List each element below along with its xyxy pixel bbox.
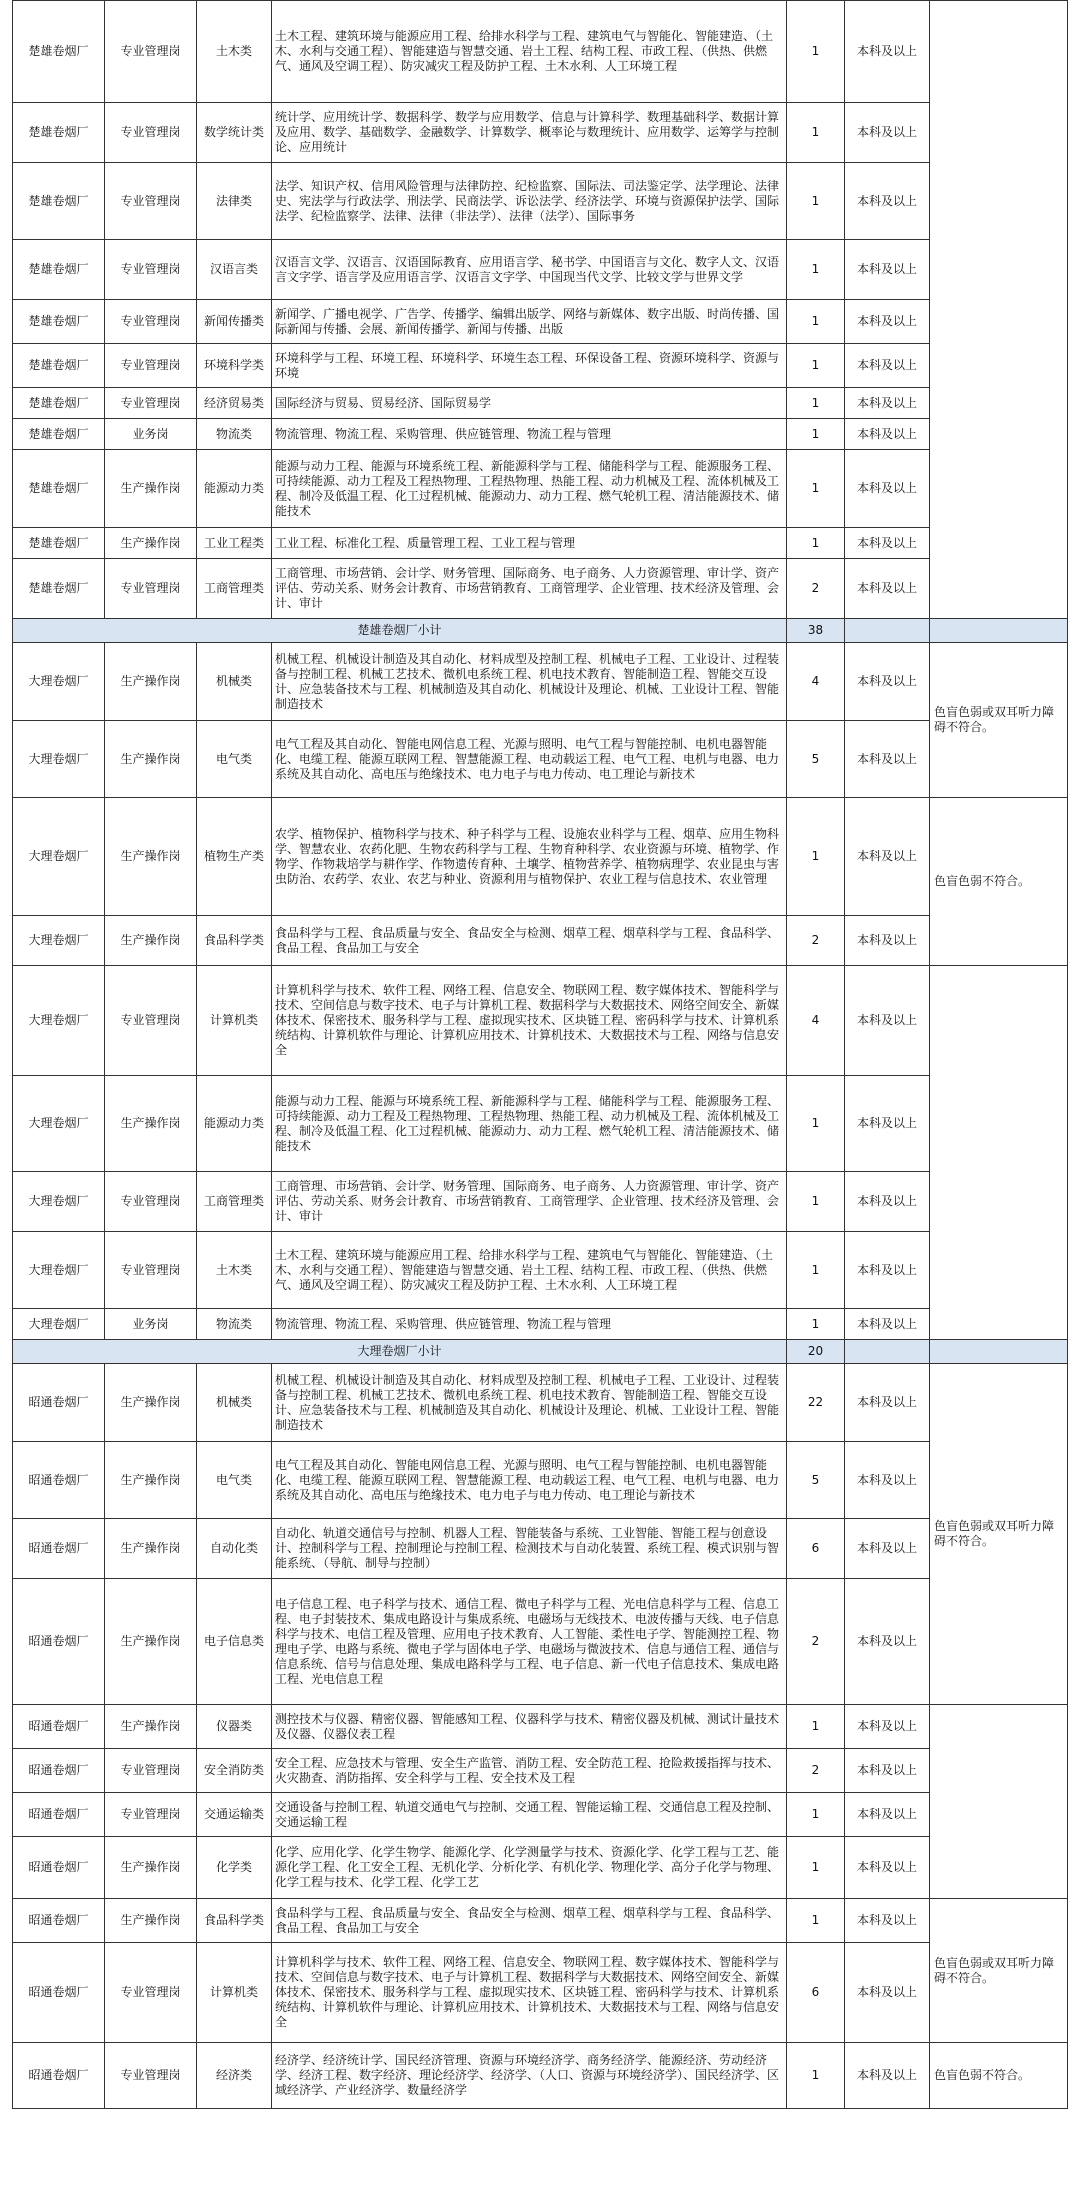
- post-type-cell: 专业管理岗: [105, 1749, 197, 1793]
- post-type-cell: 生产操作岗: [105, 1442, 197, 1519]
- remarks-cell: [930, 1340, 1068, 1364]
- major-list-cell: 食品科学与工程、食品质量与安全、食品安全与检测、烟草工程、烟草科学与工程、食品科学、食品工程、食品加工与安全: [272, 916, 787, 966]
- major-list-cell: 工商管理、市场营销、会计学、财务管理、国际商务、电子商务、人力资源管理、审计学、资产评估、劳动关系、财务会计教育、市场营销教育、工商管理学、企业管理、技术经济及管理、会计、审计: [272, 1172, 787, 1232]
- major-list-cell: 化学、应用化学、化学生物学、能源化学、化学测量学与技术、资源化学、化学工程与工艺、能源化学工程、化工安全工程、无机化学、分析化学、有机化学、物理化学、高分子化学与物理、化学工程与技术、化学工程、化学工艺: [272, 1837, 787, 1899]
- table-row: [13, 559, 1068, 619]
- employer-cell: 昭通卷烟厂: [13, 1519, 105, 1579]
- education-cell: 本科及以上: [845, 1705, 930, 1749]
- post-type-cell: 专业管理岗: [105, 1172, 197, 1232]
- education-cell: 本科及以上: [845, 1309, 930, 1340]
- major-list-cell: 土木工程、建筑环境与能源应用工程、给排水科学与工程、建筑电气与智能化、智能建造、（土木、水利与交通工程）、智能建造与智慧交通、岩土工程、结构工程、市政工程、（供热、供燃气、通风及空调工程）、防灾减灾工程及防护工程、土木水利、人工环境工程: [272, 1, 787, 103]
- table-row: [13, 1837, 1068, 1899]
- subtotal-count: 20: [787, 1340, 845, 1364]
- employer-cell: 昭通卷烟厂: [13, 1705, 105, 1749]
- remarks-cell: [930, 1705, 1068, 1899]
- employer-cell: 楚雄卷烟厂: [13, 1, 105, 103]
- post-type-cell: 生产操作岗: [105, 916, 197, 966]
- post-type-cell: 生产操作岗: [105, 1705, 197, 1749]
- post-type-cell: 生产操作岗: [105, 450, 197, 528]
- post-type-cell: 生产操作岗: [105, 528, 197, 559]
- headcount-cell: 1: [787, 1705, 845, 1749]
- major-category-cell: 计算机类: [197, 1943, 272, 2043]
- education-cell: 本科及以上: [845, 1442, 930, 1519]
- major-category-cell: 机械类: [197, 1364, 272, 1442]
- education-cell: 本科及以上: [845, 103, 930, 163]
- major-category-cell: 电子信息类: [197, 1579, 272, 1705]
- table-row: [13, 1705, 1068, 1749]
- table-row: [13, 1232, 1068, 1309]
- table-row: [13, 721, 1068, 798]
- education-cell: 本科及以上: [845, 559, 930, 619]
- headcount-cell: 5: [787, 1442, 845, 1519]
- post-type-cell: 专业管理岗: [105, 2043, 197, 2109]
- table-row: [13, 1579, 1068, 1705]
- headcount-cell: 1: [787, 1232, 845, 1309]
- employer-cell: 大理卷烟厂: [13, 916, 105, 966]
- remarks-cell: [930, 966, 1068, 1340]
- major-category-cell: 土木类: [197, 1, 272, 103]
- remarks-cell: 色盲色弱或双耳听力障碍不符合。: [930, 1899, 1068, 2043]
- employer-cell: 楚雄卷烟厂: [13, 528, 105, 559]
- education-cell: 本科及以上: [845, 1232, 930, 1309]
- employer-cell: 大理卷烟厂: [13, 1172, 105, 1232]
- major-list-cell: 汉语言文学、汉语言、汉语国际教育、应用语言学、秘书学、中国语言与文化、数字人文、汉语言文字学、语言学及应用语言学、汉语言文字学、中国现当代文学、比较文学与世界文学: [272, 240, 787, 300]
- major-category-cell: 能源动力类: [197, 1076, 272, 1172]
- headcount-cell: 1: [787, 103, 845, 163]
- employer-cell: 楚雄卷烟厂: [13, 240, 105, 300]
- major-category-cell: 环境科学类: [197, 344, 272, 388]
- headcount-cell: 5: [787, 721, 845, 798]
- table-row: [13, 1749, 1068, 1793]
- employer-cell: 大理卷烟厂: [13, 966, 105, 1076]
- post-type-cell: 专业管理岗: [105, 1, 197, 103]
- table-row: [13, 240, 1068, 300]
- employer-cell: 大理卷烟厂: [13, 721, 105, 798]
- major-category-cell: 法律类: [197, 163, 272, 240]
- table-row: [13, 916, 1068, 966]
- post-type-cell: 专业管理岗: [105, 966, 197, 1076]
- post-type-cell: 专业管理岗: [105, 1232, 197, 1309]
- post-type-cell: 生产操作岗: [105, 643, 197, 721]
- table-row: [13, 419, 1068, 450]
- major-list-cell: 能源与动力工程、能源与环境系统工程、新能源科学与工程、储能科学与工程、能源服务工程、可持续能源、动力工程及工程热物理、工程热物理、热能工程、动力机械及工程、流体机械及工程、制冷及低温工程、化工过程机械、能源动力、动力工程、燃气轮机工程、清洁能源技术、储能技术: [272, 450, 787, 528]
- table-row: [13, 1364, 1068, 1442]
- major-list-cell: 农学、植物保护、植物科学与技术、种子科学与工程、设施农业科学与工程、烟草、应用生物科学、智慧农业、农药化肥、生物农药科学与工程、生物育种科学、农业资源与环境、植物学、作物学、作物栽培学与耕作学、作物遗传育种、土壤学、植物营养学、植物病理学、农业昆虫与害虫防治、农药学、农业、农艺与种业、资源利用与植物保护、农业工程与信息技术、农业管理: [272, 798, 787, 916]
- post-type-cell: 专业管理岗: [105, 1793, 197, 1837]
- headcount-cell: 1: [787, 344, 845, 388]
- major-list-cell: 电子信息工程、电子科学与技术、通信工程、微电子科学与工程、光电信息科学与工程、信息工程、电子封装技术、集成电路设计与集成系统、电磁场与无线技术、电波传播与天线、电子信息科学与技术、电信工程及管理、应用电子技术教育、人工智能、柔性电子学、智能测控工程、物理电子学、电路与系统、微电子学与固体电子学、电磁场与微波技术、信息与通信工程、通信与信息系统、信号与信息处理、集成电路科学与工程、电子信息、新一代电子信息技术、集成电路工程、光电信息工程: [272, 1579, 787, 1705]
- headcount-cell: 6: [787, 1519, 845, 1579]
- employer-cell: 昭通卷烟厂: [13, 1793, 105, 1837]
- post-type-cell: 业务岗: [105, 1309, 197, 1340]
- major-list-cell: 工业工程、标准化工程、质量管理工程、工业工程与管理: [272, 528, 787, 559]
- headcount-cell: 1: [787, 1837, 845, 1899]
- major-list-cell: 土木工程、建筑环境与能源应用工程、给排水科学与工程、建筑电气与智能化、智能建造、（土木、水利与交通工程）、智能建造与智慧交通、岩土工程、结构工程、市政工程、（供热、供燃气、通风及空调工程）、防灾减灾工程及防护工程、土木水利、人工环境工程: [272, 1232, 787, 1309]
- major-list-cell: 自动化、轨道交通信号与控制、机器人工程、智能装备与系统、工业智能、智能工程与创意设计、控制科学与工程、控制理论与控制工程、检测技术与自动化装置、系统工程、模式识别与智能系统、（导航、制导与控制）: [272, 1519, 787, 1579]
- table-row: [13, 1, 1068, 103]
- post-type-cell: 专业管理岗: [105, 559, 197, 619]
- remarks-cell: 色盲色弱或双耳听力障碍不符合。: [930, 643, 1068, 798]
- major-list-cell: 物流管理、物流工程、采购管理、供应链管理、物流工程与管理: [272, 1309, 787, 1340]
- table-row: [13, 1943, 1068, 2043]
- headcount-cell: 1: [787, 450, 845, 528]
- table-row: [13, 1793, 1068, 1837]
- employer-cell: 昭通卷烟厂: [13, 1442, 105, 1519]
- employer-cell: 楚雄卷烟厂: [13, 163, 105, 240]
- major-list-cell: 计算机科学与技术、软件工程、网络工程、信息安全、物联网工程、数字媒体技术、智能科学与技术、空间信息与数字技术、电子与计算机工程、数据科学与大数据技术、网络空间安全、新媒体技术、保密技术、服务科学与工程、虚拟现实技术、区块链工程、密码科学与技术、计算机系统结构、计算机软件与理论、计算机应用技术、计算机技术、大数据技术与工程、网络与信息安全: [272, 1943, 787, 2043]
- education-cell: 本科及以上: [845, 344, 930, 388]
- post-type-cell: 专业管理岗: [105, 163, 197, 240]
- headcount-cell: 1: [787, 419, 845, 450]
- major-category-cell: 自动化类: [197, 1519, 272, 1579]
- headcount-cell: 4: [787, 966, 845, 1076]
- headcount-cell: 1: [787, 300, 845, 344]
- headcount-cell: 2: [787, 1749, 845, 1793]
- headcount-cell: 1: [787, 1793, 845, 1837]
- recruitment-table: [12, 0, 1068, 2109]
- table-row: [13, 1309, 1068, 1340]
- education-cell: 本科及以上: [845, 1837, 930, 1899]
- education-cell: 本科及以上: [845, 163, 930, 240]
- education-cell: 本科及以上: [845, 1793, 930, 1837]
- post-type-cell: 业务岗: [105, 419, 197, 450]
- employer-cell: 楚雄卷烟厂: [13, 388, 105, 419]
- major-category-cell: 电气类: [197, 721, 272, 798]
- table-row: [13, 528, 1068, 559]
- employer-cell: 楚雄卷烟厂: [13, 559, 105, 619]
- headcount-cell: 6: [787, 1943, 845, 2043]
- post-type-cell: 生产操作岗: [105, 1579, 197, 1705]
- education-cell: 本科及以上: [845, 1943, 930, 2043]
- table-row: [13, 1519, 1068, 1579]
- major-list-cell: 国际经济与贸易、贸易经济、国际贸易学: [272, 388, 787, 419]
- major-category-cell: 土木类: [197, 1232, 272, 1309]
- major-list-cell: 电气工程及其自动化、智能电网信息工程、光源与照明、电气工程与智能控制、电机电器智能化、电缆工程、能源互联网工程、智慧能源工程、电动载运工程、电气工程、电机与电器、电力系统及其自动化、高电压与绝缘技术、电力电子与电力传动、电工理论与新技术: [272, 1442, 787, 1519]
- major-list-cell: 法学、知识产权、信用风险管理与法律防控、纪检监察、国际法、司法鉴定学、法学理论、法律史、宪法学与行政法学、刑法学、民商法学、诉讼法学、经济法学、环境与资源保护法学、国际法学、纪检监察学、法律、法律（非法学）、法律（法学）、国际事务: [272, 163, 787, 240]
- major-list-cell: 统计学、应用统计学、数据科学、数学与应用数学、信息与计算科学、数理基础科学、数据计算及应用、数学、基础数学、金融数学、计算数学、概率论与数理统计、应用数学、运筹学与控制论、应用统计: [272, 103, 787, 163]
- headcount-cell: 1: [787, 240, 845, 300]
- major-category-cell: 植物生产类: [197, 798, 272, 916]
- headcount-cell: 2: [787, 559, 845, 619]
- post-type-cell: 生产操作岗: [105, 1899, 197, 1943]
- education-cell: 本科及以上: [845, 1076, 930, 1172]
- employer-cell: 昭通卷烟厂: [13, 1837, 105, 1899]
- employer-cell: 楚雄卷烟厂: [13, 103, 105, 163]
- major-list-cell: 物流管理、物流工程、采购管理、供应链管理、物流工程与管理: [272, 419, 787, 450]
- table-row: [13, 2043, 1068, 2109]
- major-list-cell: 经济学、经济统计学、国民经济管理、资源与环境经济学、商务经济学、能源经济、劳动经济学、经济工程、数字经济、理论经济学、经济学、（人口、资源与环境经济学）、国民经济学、区域经济学、产业经济学、数量经济学: [272, 2043, 787, 2109]
- major-list-cell: 食品科学与工程、食品质量与安全、食品安全与检测、烟草工程、烟草科学与工程、食品科学、食品工程、食品加工与安全: [272, 1899, 787, 1943]
- education-cell: 本科及以上: [845, 1749, 930, 1793]
- headcount-cell: 1: [787, 1309, 845, 1340]
- post-type-cell: 生产操作岗: [105, 721, 197, 798]
- table-row: [13, 344, 1068, 388]
- employer-cell: 昭通卷烟厂: [13, 1899, 105, 1943]
- headcount-cell: 1: [787, 1899, 845, 1943]
- post-type-cell: 专业管理岗: [105, 344, 197, 388]
- table-row: [13, 1442, 1068, 1519]
- headcount-cell: 2: [787, 916, 845, 966]
- employer-cell: 大理卷烟厂: [13, 798, 105, 916]
- education-cell: 本科及以上: [845, 1, 930, 103]
- major-category-cell: 工商管理类: [197, 559, 272, 619]
- education-cell: 本科及以上: [845, 798, 930, 916]
- table-row: [13, 1172, 1068, 1232]
- headcount-cell: 22: [787, 1364, 845, 1442]
- post-type-cell: 生产操作岗: [105, 1076, 197, 1172]
- post-type-cell: 专业管理岗: [105, 103, 197, 163]
- employer-cell: 昭通卷烟厂: [13, 1943, 105, 2043]
- major-category-cell: 食品科学类: [197, 916, 272, 966]
- remarks-cell: [930, 1, 1068, 619]
- post-type-cell: 生产操作岗: [105, 1837, 197, 1899]
- headcount-cell: 1: [787, 1076, 845, 1172]
- major-category-cell: 汉语言类: [197, 240, 272, 300]
- employer-cell: 昭通卷烟厂: [13, 2043, 105, 2109]
- major-list-cell: 计算机科学与技术、软件工程、网络工程、信息安全、物联网工程、数字媒体技术、智能科学与技术、空间信息与数字技术、电子与计算机工程、数据科学与大数据技术、网络空间安全、新媒体技术、保密技术、服务科学与工程、虚拟现实技术、区块链工程、密码科学与技术、计算机系统结构、计算机软件与理论、计算机应用技术、计算机技术、大数据技术与工程、网络与信息安全: [272, 966, 787, 1076]
- headcount-cell: 4: [787, 643, 845, 721]
- employer-cell: 大理卷烟厂: [13, 1309, 105, 1340]
- major-list-cell: 机械工程、机械设计制造及其自动化、材料成型及控制工程、机械电子工程、工业设计、过程装备与控制工程、机械工艺技术、微机电系统工程、机电技术教育、智能制造工程、智能交互设计、应急装备技术与工程、机械制造及其自动化、机械设计及理论、机械、工业设计工程、智能制造技术: [272, 1364, 787, 1442]
- post-type-cell: 专业管理岗: [105, 240, 197, 300]
- major-category-cell: 工商管理类: [197, 1172, 272, 1232]
- major-list-cell: 电气工程及其自动化、智能电网信息工程、光源与照明、电气工程与智能控制、电机电器智能化、电缆工程、能源互联网工程、智慧能源工程、电动载运工程、电气工程、电机与电器、电力系统及其自动化、高电压与绝缘技术、电力电子与电力传动、电工理论与新技术: [272, 721, 787, 798]
- education-cell: 本科及以上: [845, 240, 930, 300]
- employer-cell: 楚雄卷烟厂: [13, 344, 105, 388]
- headcount-cell: 1: [787, 528, 845, 559]
- headcount-cell: 1: [787, 1, 845, 103]
- education-cell: 本科及以上: [845, 528, 930, 559]
- subtotal-label: 大理卷烟厂小计: [13, 1340, 787, 1364]
- remarks-cell: [930, 619, 1068, 643]
- education-cell: 本科及以上: [845, 916, 930, 966]
- headcount-cell: 2: [787, 1579, 845, 1705]
- major-category-cell: 物流类: [197, 419, 272, 450]
- major-list-cell: 测控技术与仪器、精密仪器、智能感知工程、仪器科学与技术、精密仪器及机械、测试计量技术及仪器、仪器仪表工程: [272, 1705, 787, 1749]
- major-list-cell: 交通设备与控制工程、轨道交通电气与控制、交通工程、智能运输工程、交通信息工程及控制、交通运输工程: [272, 1793, 787, 1837]
- table-row: [13, 1076, 1068, 1172]
- post-type-cell: 生产操作岗: [105, 1364, 197, 1442]
- employer-cell: 楚雄卷烟厂: [13, 419, 105, 450]
- major-category-cell: 经济类: [197, 2043, 272, 2109]
- table-row: [13, 103, 1068, 163]
- major-category-cell: 数学统计类: [197, 103, 272, 163]
- major-category-cell: 经济贸易类: [197, 388, 272, 419]
- remarks-cell: 色盲色弱不符合。: [930, 2043, 1068, 2109]
- employer-cell: 昭通卷烟厂: [13, 1364, 105, 1442]
- headcount-cell: 1: [787, 2043, 845, 2109]
- employer-cell: 大理卷烟厂: [13, 643, 105, 721]
- major-category-cell: 能源动力类: [197, 450, 272, 528]
- education-cell: 本科及以上: [845, 419, 930, 450]
- major-category-cell: 机械类: [197, 643, 272, 721]
- post-type-cell: 专业管理岗: [105, 388, 197, 419]
- major-list-cell: 环境科学与工程、环境工程、环境科学、环境生态工程、环保设备工程、资源环境科学、资源与环境: [272, 344, 787, 388]
- major-category-cell: 食品科学类: [197, 1899, 272, 1943]
- post-type-cell: 专业管理岗: [105, 1943, 197, 2043]
- employer-cell: 楚雄卷烟厂: [13, 300, 105, 344]
- major-category-cell: 化学类: [197, 1837, 272, 1899]
- education-cell: 本科及以上: [845, 300, 930, 344]
- education-cell: 本科及以上: [845, 450, 930, 528]
- major-category-cell: 计算机类: [197, 966, 272, 1076]
- education-cell: 本科及以上: [845, 2043, 930, 2109]
- education-cell: 本科及以上: [845, 721, 930, 798]
- remarks-cell: 色盲色弱不符合。: [930, 798, 1068, 966]
- major-category-cell: 仪器类: [197, 1705, 272, 1749]
- subtotal-row: [13, 619, 1068, 643]
- major-list-cell: 安全工程、应急技术与管理、安全生产监管、消防工程、安全防范工程、抢险救援指挥与技术、火灾勘查、消防指挥、安全科学与工程、安全技术及工程: [272, 1749, 787, 1793]
- post-type-cell: 专业管理岗: [105, 300, 197, 344]
- major-list-cell: 新闻学、广播电视学、广告学、传播学、编辑出版学、网络与新媒体、数字出版、时尚传播、国际新闻与传播、会展、新闻传播学、新闻与传播、出版: [272, 300, 787, 344]
- employer-cell: 大理卷烟厂: [13, 1076, 105, 1172]
- major-category-cell: 电气类: [197, 1442, 272, 1519]
- table-body: [13, 1, 1068, 2109]
- major-category-cell: 工业工程类: [197, 528, 272, 559]
- major-list-cell: 能源与动力工程、能源与环境系统工程、新能源科学与工程、储能科学与工程、能源服务工程、可持续能源、动力工程及工程热物理、工程热物理、热能工程、动力机械及工程、流体机械及工程、制冷及低温工程、化工过程机械、能源动力、动力工程、燃气轮机工程、清洁能源技术、储能技术: [272, 1076, 787, 1172]
- major-list-cell: 机械工程、机械设计制造及其自动化、材料成型及控制工程、机械电子工程、工业设计、过程装备与控制工程、机械工艺技术、微机电系统工程、机电技术教育、智能制造工程、智能交互设计、应急装备技术与工程、机械制造及其自动化、机械设计及理论、机械、工业设计工程、智能制造技术: [272, 643, 787, 721]
- major-category-cell: 安全消防类: [197, 1749, 272, 1793]
- employer-cell: 昭通卷烟厂: [13, 1579, 105, 1705]
- education-cell: 本科及以上: [845, 1579, 930, 1705]
- table-row: [13, 163, 1068, 240]
- remarks-cell: 色盲色弱或双耳听力障碍不符合。: [930, 1364, 1068, 1705]
- table-row: [13, 300, 1068, 344]
- table-row: [13, 450, 1068, 528]
- table-row: [13, 643, 1068, 721]
- subtotal-count: 38: [787, 619, 845, 643]
- education-cell: 本科及以上: [845, 966, 930, 1076]
- headcount-cell: 1: [787, 163, 845, 240]
- employer-cell: 楚雄卷烟厂: [13, 450, 105, 528]
- subtotal-blank: [845, 1340, 930, 1364]
- education-cell: 本科及以上: [845, 1899, 930, 1943]
- education-cell: 本科及以上: [845, 1172, 930, 1232]
- major-category-cell: 新闻传播类: [197, 300, 272, 344]
- headcount-cell: 1: [787, 388, 845, 419]
- post-type-cell: 生产操作岗: [105, 1519, 197, 1579]
- employer-cell: 大理卷烟厂: [13, 1232, 105, 1309]
- post-type-cell: 生产操作岗: [105, 798, 197, 916]
- headcount-cell: 1: [787, 1172, 845, 1232]
- major-category-cell: 物流类: [197, 1309, 272, 1340]
- subtotal-blank: [845, 619, 930, 643]
- major-list-cell: 工商管理、市场营销、会计学、财务管理、国际商务、电子商务、人力资源管理、审计学、资产评估、劳动关系、财务会计教育、市场营销教育、工商管理学、企业管理、技术经济及管理、会计、审计: [272, 559, 787, 619]
- table-row: [13, 1899, 1068, 1943]
- education-cell: 本科及以上: [845, 388, 930, 419]
- education-cell: 本科及以上: [845, 1519, 930, 1579]
- subtotal-row: [13, 1340, 1068, 1364]
- subtotal-label: 楚雄卷烟厂小计: [13, 619, 787, 643]
- table-row: [13, 966, 1068, 1076]
- education-cell: 本科及以上: [845, 643, 930, 721]
- employer-cell: 昭通卷烟厂: [13, 1749, 105, 1793]
- table-row: [13, 798, 1068, 916]
- headcount-cell: 1: [787, 798, 845, 916]
- major-category-cell: 交通运输类: [197, 1793, 272, 1837]
- table-row: [13, 388, 1068, 419]
- education-cell: 本科及以上: [845, 1364, 930, 1442]
